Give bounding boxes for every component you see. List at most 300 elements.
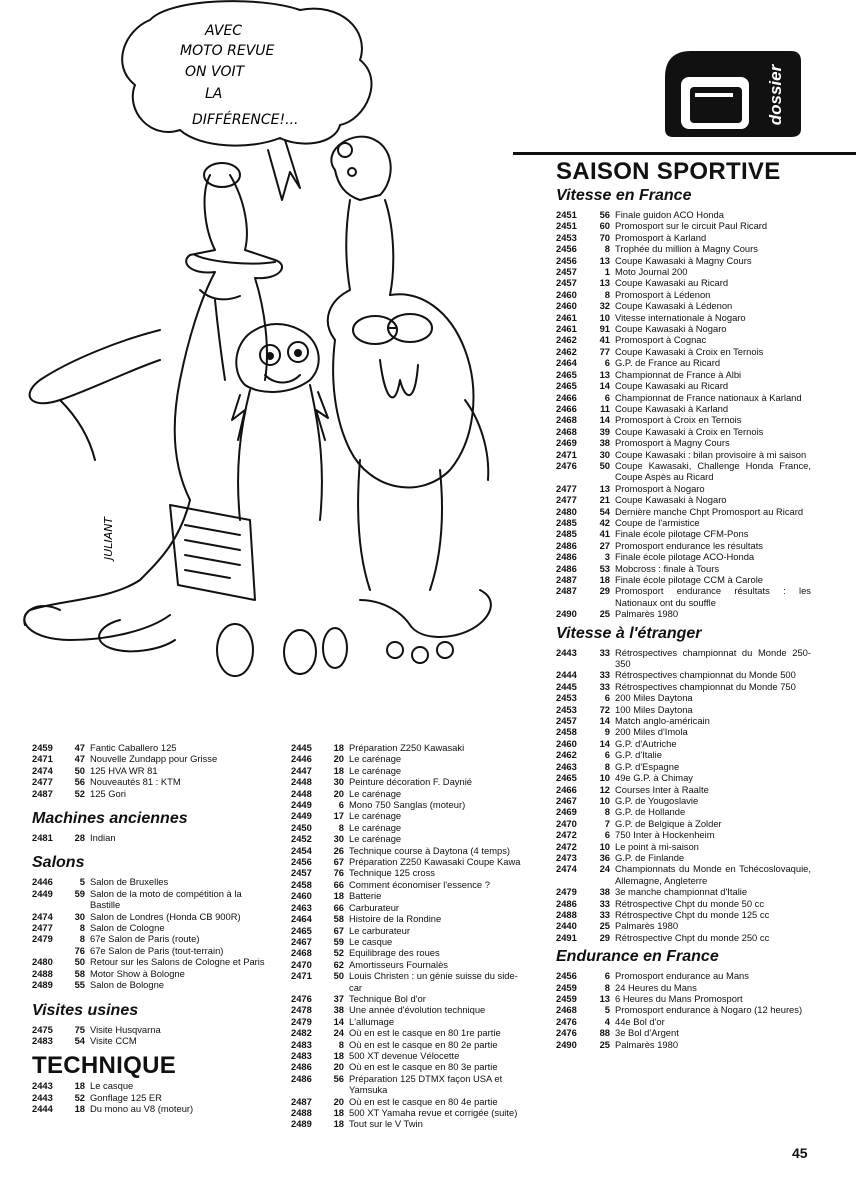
index-entry <box>556 528 811 539</box>
article-title: Préparation Z250 Kawasaki <box>349 742 465 753</box>
index-entry <box>32 753 274 764</box>
article-title: Mono 750 Sanglas (moteur) <box>349 799 466 811</box>
index-entry <box>556 357 811 368</box>
index-entry <box>32 765 274 776</box>
middle-column <box>291 742 529 1130</box>
index-entry <box>556 460 811 483</box>
index-entry <box>556 749 811 760</box>
index-entry <box>556 266 811 277</box>
page-ref: 52 <box>74 1091 85 1103</box>
page-ref: 77 <box>599 345 610 357</box>
page-ref: 30 <box>599 448 610 460</box>
issue-number: 2463 <box>556 760 577 772</box>
article-title: Coupe Kawasaki à Croix en Ternois <box>615 345 764 357</box>
index-entry <box>556 369 811 380</box>
index-entry <box>556 829 811 840</box>
page-ref: 53 <box>599 562 610 574</box>
page-ref: 13 <box>599 277 610 289</box>
article-title: Salon de Bologne <box>90 979 165 991</box>
page-ref: 67 <box>333 924 344 936</box>
issue-number: 2486 <box>556 539 577 551</box>
article-title: Peinture décoration F. Daynié <box>349 776 472 788</box>
page-ref: 88 <box>599 1027 610 1039</box>
index-entry <box>556 715 811 726</box>
article-title: 500 XT devenue Vélocette <box>349 1049 460 1061</box>
index-entry <box>556 784 811 795</box>
article-title: Championnat de France à Albi <box>615 368 742 380</box>
issue-number: 2456 <box>556 254 577 266</box>
index-entry <box>556 738 811 749</box>
page-ref: 1 <box>604 266 610 278</box>
page-ref: 38 <box>599 437 610 449</box>
issue-number: 2466 <box>556 391 577 403</box>
issue-number: 2456 <box>291 856 312 868</box>
page-ref: 58 <box>74 967 85 979</box>
article-title: G.P. de Belgique à Zolder <box>615 817 722 829</box>
page-ref: 12 <box>599 783 610 795</box>
article-title: Où en est le casque en 80 1re partie <box>349 1027 501 1039</box>
page-ref: 66 <box>333 878 344 890</box>
index-entry <box>556 312 811 323</box>
machines-heading: Machines anciennes <box>32 810 188 828</box>
vitesse-france-heading: Vitesse en France <box>556 187 692 204</box>
page-ref: 18 <box>333 1107 344 1118</box>
page-ref: 10 <box>599 311 610 323</box>
article-title: Histoire de la Rondine <box>349 913 442 925</box>
issue-number: 2463 <box>291 901 312 913</box>
issue-number: 2443 <box>556 646 577 658</box>
index-entry <box>291 959 529 970</box>
issue-number: 2486 <box>556 551 577 563</box>
index-entry <box>32 979 274 990</box>
issue-number: 2460 <box>556 737 577 749</box>
vitesse-france-list <box>556 209 811 620</box>
saison-sportive-heading: SAISON SPORTIVE <box>556 158 781 185</box>
index-entry <box>556 982 811 993</box>
index-entry <box>556 886 811 897</box>
page-ref: 11 <box>600 402 610 414</box>
artist-signature: JULIANT <box>102 516 115 560</box>
index-entry <box>556 692 811 703</box>
article-title: Indian <box>90 832 116 844</box>
article-title: Salon de Bruxelles <box>90 876 169 888</box>
page-ref: 14 <box>599 715 610 727</box>
index-entry <box>32 945 274 956</box>
index-entry <box>291 913 529 924</box>
issue-number: 2448 <box>291 776 312 788</box>
article-title: G.P. d'Autriche <box>615 737 677 749</box>
page-ref: 18 <box>333 1118 344 1130</box>
article-title: 200 Miles d'Imola <box>615 726 688 738</box>
article-title: Comment économiser l'essence ? <box>349 878 490 890</box>
article-title: Visite CCM <box>90 1034 137 1046</box>
page-ref: 9 <box>604 726 610 738</box>
article-title: Amortisseurs Fournalès <box>349 958 448 970</box>
article-title: Coupe Kawasaki à Karland <box>615 402 729 414</box>
logo-label: dossier <box>766 64 785 126</box>
index-entry <box>556 494 811 505</box>
index-entry <box>556 300 811 311</box>
issue-number: 2469 <box>556 437 577 449</box>
article-title: 67e Salon de Paris (tout-terrain) <box>90 944 224 956</box>
article-title: Championnat de France nationaux à Karland <box>615 391 802 403</box>
page-ref: 3 <box>604 551 610 563</box>
page-ref: 17 <box>333 810 344 822</box>
index-entry <box>556 920 811 931</box>
issue-number: 2464 <box>556 357 577 369</box>
article-title: 6 Heures du Mans Promosport <box>615 993 743 1004</box>
issue-number: 2487 <box>556 574 577 585</box>
index-entry <box>556 414 811 425</box>
bubble-line-5: DIFFÉRENCE!... <box>192 112 299 128</box>
page-ref: 8 <box>604 760 610 772</box>
issue-number: 2465 <box>556 368 577 380</box>
index-entry <box>291 833 529 844</box>
index-entry <box>291 765 529 776</box>
index-entry <box>291 1004 529 1015</box>
article-title: Coupe Kawasaki au Ricard <box>615 277 729 289</box>
issue-number <box>32 945 63 956</box>
issue-number: 2486 <box>556 562 577 574</box>
issue-number: 2461 <box>556 311 577 323</box>
article-title: Promosport à Karland <box>615 231 707 243</box>
index-entry <box>32 1024 274 1035</box>
page-ref: 13 <box>599 482 610 494</box>
index-entry <box>556 574 811 585</box>
page-ref: 41 <box>599 334 610 346</box>
issue-number: 2456 <box>556 970 577 982</box>
article-title: Le carénage <box>349 821 402 833</box>
page-ref: 60 <box>599 220 610 232</box>
index-entry <box>291 1118 529 1129</box>
article-title: Dernière manche Chpt Promosport au Ricard <box>615 505 804 517</box>
issue-number: 2478 <box>291 1004 312 1016</box>
issue-number: 2444 <box>32 1103 53 1115</box>
article-title: Rétrospective Chpt du monde 250 cc <box>615 931 770 943</box>
salons-list <box>32 876 274 990</box>
issue-number: 2468 <box>556 414 577 426</box>
visites-heading: Visites usines <box>32 1001 139 1019</box>
article-title: Le carénage <box>349 833 402 845</box>
issue-number: 2483 <box>32 1034 53 1046</box>
article-title: Le point à mi-saison <box>615 840 699 852</box>
page-ref: 59 <box>74 887 85 899</box>
issue-number: 2467 <box>556 794 577 806</box>
page-ref: 28 <box>74 832 85 844</box>
index-entry <box>556 863 811 886</box>
page-ref: 72 <box>599 703 610 715</box>
issue-number: 2474 <box>32 910 53 922</box>
index-entry <box>556 585 811 608</box>
page-ref: 59 <box>333 935 344 947</box>
index-entry <box>556 346 811 357</box>
page-ref: 13 <box>599 993 610 1004</box>
page-ref: 33 <box>599 646 610 658</box>
page-ref: 67 <box>333 856 344 868</box>
issue-number: 2475 <box>32 1023 53 1035</box>
page-ref: 8 <box>79 922 85 934</box>
index-entry <box>556 277 811 288</box>
article-title: Finale guidon ACO Honda <box>615 209 724 220</box>
page-ref: 56 <box>599 209 610 220</box>
article-title: Promosport à Nogaro <box>615 482 705 494</box>
article-title: Nouvelle Zundapp pour Grisse <box>90 753 218 765</box>
article-title: 44e Bol d'or <box>615 1015 665 1027</box>
article-title: Le casque <box>349 935 393 947</box>
article-title: 125 Gori <box>90 787 126 799</box>
article-title: Mobcross : finale à Tours <box>615 562 720 574</box>
page-ref: 8 <box>604 288 610 300</box>
index-entry <box>556 255 811 266</box>
page-ref: 8 <box>604 806 610 818</box>
index-entry <box>556 1016 811 1027</box>
issue-number: 2483 <box>291 1049 312 1061</box>
index-entry <box>291 925 529 936</box>
index-entry <box>556 380 811 391</box>
article-title: L'allumage <box>349 1015 395 1027</box>
cartoon-illustration <box>0 0 560 740</box>
page-ref: 41 <box>599 528 610 540</box>
page-ref: 18 <box>333 1049 344 1061</box>
index-entry <box>556 392 811 403</box>
article-title: Du mono au V8 (moteur) <box>90 1103 194 1115</box>
page-ref: 7 <box>604 817 610 829</box>
issue-number: 2447 <box>291 764 312 776</box>
index-entry <box>556 970 811 981</box>
issue-number: 2476 <box>556 1015 577 1027</box>
index-entry <box>291 845 529 856</box>
issue-number: 2457 <box>291 867 312 879</box>
index-entry <box>556 540 811 551</box>
issue-number: 2449 <box>291 810 312 822</box>
issue-number: 2452 <box>291 833 312 845</box>
article-title: Finale école pilotage CFM-Pons <box>615 528 749 540</box>
issue-number: 2479 <box>291 1015 312 1027</box>
article-title: Salon de Cologne <box>90 922 165 934</box>
article-title: Technique 125 cross <box>349 867 435 879</box>
issue-number: 2459 <box>32 742 53 753</box>
issue-number: 2460 <box>291 890 312 902</box>
index-entry <box>32 968 274 979</box>
page-ref: 4 <box>604 1015 610 1027</box>
issue-number: 2468 <box>556 425 577 437</box>
article-title: Batterie <box>349 890 382 902</box>
issue-number: 2462 <box>556 749 577 761</box>
issue-number: 2459 <box>556 981 577 993</box>
page-ref: 50 <box>74 764 85 776</box>
page-ref: 25 <box>599 1038 610 1050</box>
article-title: Rétrospective Chpt du monde 125 cc <box>615 908 770 920</box>
issue-number: 2470 <box>556 817 577 829</box>
index-entry <box>556 563 811 574</box>
issue-number: 2476 <box>556 1027 577 1039</box>
article-title: Promosport sur le circuit Paul Ricard <box>615 220 768 232</box>
issue-number: 2445 <box>291 742 312 753</box>
article-title: Coupe Kawasaki au Ricard <box>615 380 729 392</box>
index-entry <box>556 403 811 414</box>
index-entry <box>291 1027 529 1038</box>
page-ref: 8 <box>338 821 344 833</box>
issue-number: 2486 <box>291 1061 312 1073</box>
article-title: 500 XT Yamaha revue et corrigée (suite) <box>349 1107 518 1118</box>
index-entry <box>556 483 811 494</box>
page-ref: 18 <box>333 890 344 902</box>
issue-number: 2443 <box>32 1080 53 1092</box>
page-ref: 29 <box>599 931 610 943</box>
issue-number: 2474 <box>32 764 53 776</box>
article-title: Palmarès 1980 <box>615 1038 679 1050</box>
index-entry <box>556 1004 811 1015</box>
page-ref: 6 <box>604 391 610 403</box>
issue-number: 2462 <box>556 334 577 346</box>
index-entry <box>32 776 274 787</box>
article-title: G.P. d'Espagne <box>615 760 680 772</box>
issue-number: 2460 <box>556 288 577 300</box>
index-entry <box>32 911 274 922</box>
index-entry <box>32 1092 274 1103</box>
index-entry <box>556 517 811 528</box>
page-ref: 5 <box>79 876 85 888</box>
index-entry <box>291 1107 529 1118</box>
index-entry <box>556 289 811 300</box>
index-entry <box>32 933 274 944</box>
issue-number: 2485 <box>556 528 577 540</box>
article-title: Rétrospectives championnat du Monde 750 <box>615 680 796 692</box>
index-entry <box>291 822 529 833</box>
article-title: Coupe de l'armistice <box>615 516 700 528</box>
article-title: Retour sur les Salons de Cologne et Paris <box>90 956 265 968</box>
article-title: Coupe Kawasaki à Lédenon <box>615 300 733 312</box>
page-ref: 8 <box>338 1038 344 1050</box>
index-entry <box>556 818 811 829</box>
index-entry <box>291 1039 529 1050</box>
issue-number: 2451 <box>556 220 577 232</box>
page-ref: 42 <box>599 516 610 528</box>
page-ref: 58 <box>333 913 344 925</box>
issue-number: 2440 <box>556 920 577 932</box>
page-ref: 5 <box>604 1004 610 1016</box>
issue-number: 2461 <box>556 323 577 335</box>
index-entry <box>32 1035 274 1046</box>
page-ref: 6 <box>604 829 610 841</box>
issue-number: 2468 <box>291 947 312 959</box>
issue-number: 2474 <box>556 863 577 875</box>
index-entry <box>291 867 529 878</box>
page-ref: 47 <box>74 742 85 753</box>
page-ref: 66 <box>333 901 344 913</box>
article-title: Match anglo-américain <box>615 715 710 727</box>
index-entry <box>32 1080 274 1091</box>
index-entry <box>291 799 529 810</box>
index-entry <box>32 888 274 911</box>
article-title: G.P. de France au Ricard <box>615 357 721 369</box>
page-ref: 33 <box>599 680 610 692</box>
index-entry <box>291 1050 529 1061</box>
index-entry <box>556 841 811 852</box>
page-ref: 8 <box>79 933 85 945</box>
index-entry <box>291 753 529 764</box>
index-entry <box>556 220 811 231</box>
article-title: Salon de Londres (Honda CB 900R) <box>90 910 241 922</box>
issue-number: 2473 <box>556 851 577 863</box>
page-ref: 24 <box>333 1027 344 1039</box>
index-entry <box>556 608 811 619</box>
issue-number: 2453 <box>556 231 577 243</box>
article-title: Finale école pilotage ACO-Honda <box>615 551 755 563</box>
page-ref: 6 <box>604 970 610 982</box>
endurance-heading: Endurance en France <box>556 948 719 966</box>
issue-number: 2457 <box>556 277 577 289</box>
issue-number: 2481 <box>32 832 53 844</box>
index-entry <box>556 506 811 517</box>
page-ref: 10 <box>599 794 610 806</box>
page-ref: 39 <box>599 425 610 437</box>
index-entry <box>32 832 274 843</box>
article-title: Finale école pilotage CCM à Carole <box>615 574 763 585</box>
issue-number: 2477 <box>32 776 53 788</box>
article-title: Equilibrage des roues <box>349 947 440 959</box>
page-ref: 6 <box>604 357 610 369</box>
article-title: G.P. de Finlande <box>615 851 685 863</box>
article-title: Le carénage <box>349 764 402 776</box>
page-ref: 91 <box>599 323 610 335</box>
article-title: Une année d'évolution technique <box>349 1004 486 1016</box>
article-title: Rétrospective Chpt du monde 50 cc <box>615 897 765 909</box>
issue-number: 2465 <box>556 772 577 784</box>
page-ref: 14 <box>599 737 610 749</box>
article-title: Technique course à Daytona (4 temps) <box>349 844 511 856</box>
page-ref: 54 <box>74 1034 85 1046</box>
article-title: Où en est le casque en 80 2e partie <box>349 1038 498 1050</box>
page-ref: 50 <box>74 956 85 968</box>
index-entry <box>556 993 811 1004</box>
page-ref: 47 <box>74 753 85 765</box>
page-ref: 52 <box>333 947 344 959</box>
article-title: 67e Salon de Paris (route) <box>90 933 200 945</box>
index-entry <box>556 323 811 334</box>
page-ref: 26 <box>333 844 344 856</box>
page-ref: 50 <box>333 970 344 982</box>
index-entry <box>291 788 529 799</box>
article-title: Palmarès 1980 <box>615 920 679 932</box>
article-title: Salon de la moto de compétition à la Bastille <box>90 887 242 911</box>
page-ref: 33 <box>599 897 610 909</box>
article-title: Moto Journal 200 <box>615 266 688 278</box>
page-ref: 13 <box>599 254 610 266</box>
issue-number: 2459 <box>556 993 577 1004</box>
article-title: Rétrospectives championnat du Monde 250-350 <box>615 646 811 670</box>
issue-number: 2488 <box>291 1107 312 1118</box>
bubble-line-1: AVEC <box>205 23 243 39</box>
index-entry <box>556 437 811 448</box>
index-entry <box>556 334 811 345</box>
index-entry <box>291 1016 529 1027</box>
page-ref: 30 <box>333 833 344 845</box>
article-title: Où en est le casque en 80 4e partie <box>349 1095 498 1107</box>
issue-number: 2491 <box>556 931 577 943</box>
article-title: Préparation Z250 Kawasaki Coupe Kawa <box>349 856 521 868</box>
index-entry <box>556 551 811 562</box>
page-ref: 29 <box>599 585 610 597</box>
bubble-line-2: MOTO REVUE <box>180 43 275 59</box>
issue-number: 2444 <box>556 669 577 681</box>
page-ref: 8 <box>604 981 610 993</box>
page-ref: 27 <box>599 539 610 551</box>
article-title: Coupe Kawasaki : bilan provisoire à mi saison <box>615 448 807 460</box>
page-ref: 50 <box>599 459 610 471</box>
page-ref: 62 <box>333 958 344 970</box>
page-ref: 76 <box>333 867 344 879</box>
